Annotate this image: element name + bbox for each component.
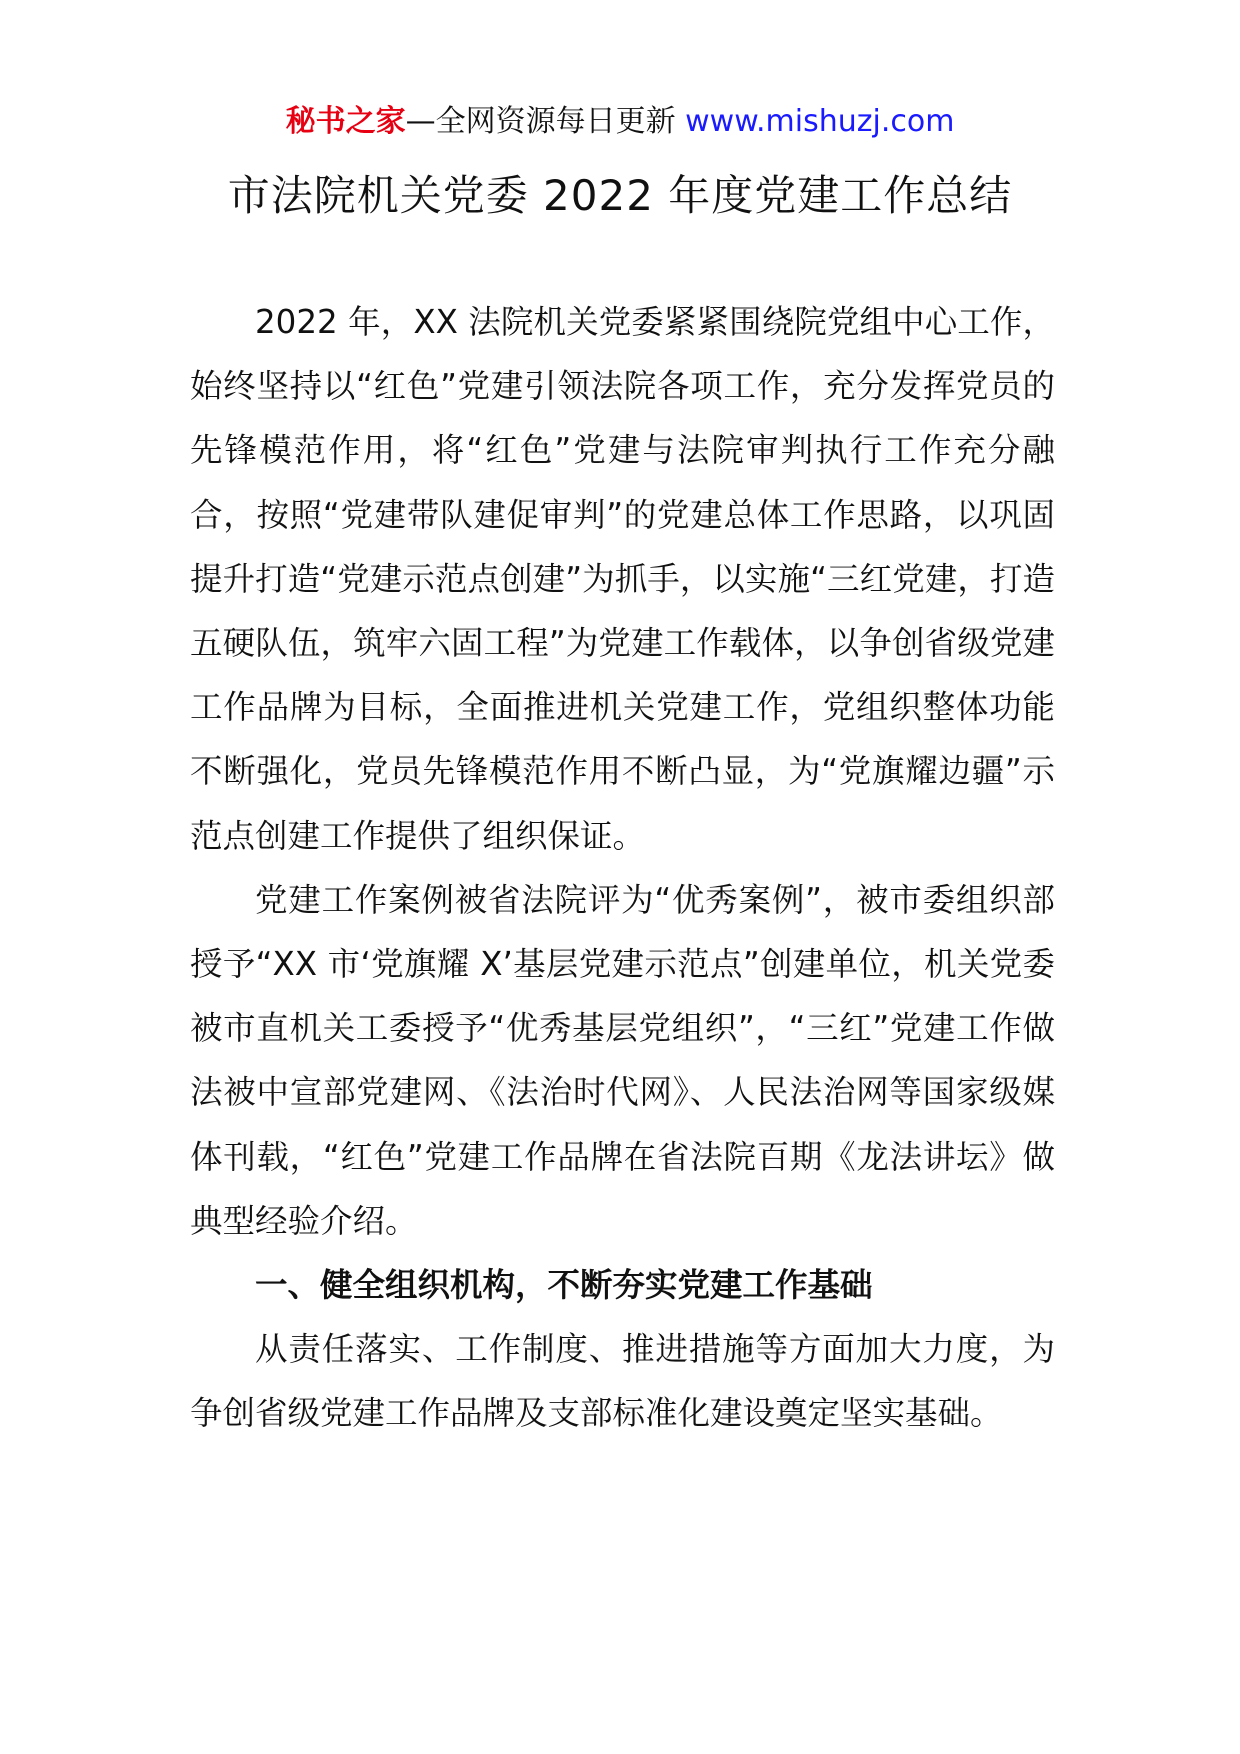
intro-paragraph: 2022 年，XX 法院机关党委紧紧围绕院党组中心工作，始终坚持以“红色”党建引领法院各项工作，充分发挥党员的先锋模范作用，将“红色”党建与法院审判执行工作充分融合，按照“党建带队建促审判”的党建总体工作思路，以巩固提升打造“党建示范点创建”为抓手，以实施“三红党建，打造五硬队伍，筑牢六固工程”为党建工作载体，以争创省级党建工作品牌为目标，全面推进机关党建工作，党组织整体功能不断强化，党员先锋模范作用不断凸显，为“党旗耀边疆”示范点创建工作提供了组织保证。 [190, 303, 1055, 855]
document-title: 市法院机关党委 2022 年度党建工作总结 [227, 171, 1013, 220]
site-header [0, 102, 1240, 142]
achievements-paragraph: 党建工作案例被省法院评为“优秀案例”，被市委组织部授予“XX 市‘党旗耀 X’基层党建示范点”创建单位，机关党委被市直机关工委授予“优秀基层党组织”，“三红”党建工作做法被中宣部党建网、《法治时代网》、人民法治网等国家级媒体刊载，“红色”党建工作品牌在省法院百期《龙法讲坛》做典型经验介绍。 [190, 880, 1055, 1240]
document-body [190, 290, 1055, 1446]
site-url-link[interactable]: www.mishuzj.com [685, 104, 955, 139]
site-slogan: —全网资源每日更新 [405, 104, 686, 139]
site-brand: 秘书之家 [285, 104, 406, 139]
section-heading: 一、健全组织机构，不断夯实党建工作基础 [255, 1266, 873, 1305]
section-paragraph: 从责任落实、工作制度、推进措施等方面加大力度，为争创省级党建工作品牌及支部标准化建设奠定坚实基础。 [190, 1330, 1055, 1433]
